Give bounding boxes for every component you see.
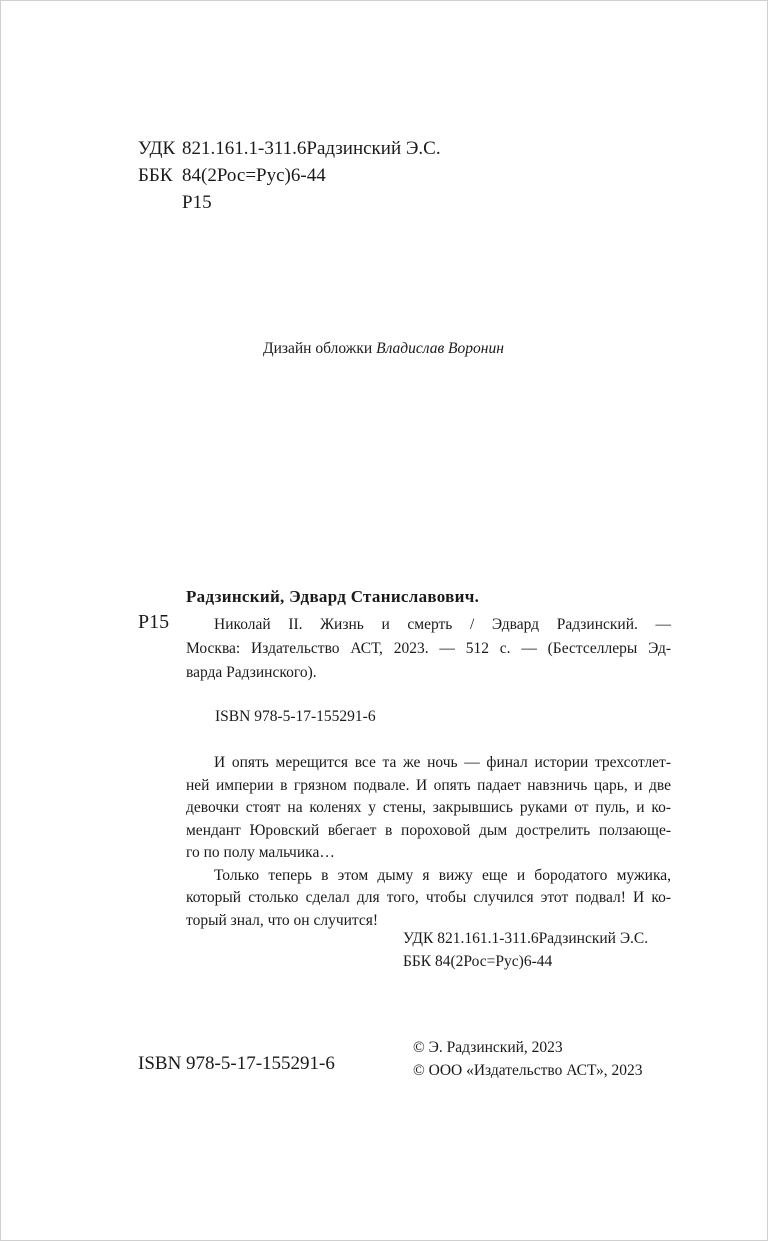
isbn-footer: ISBN 978-5-17-155291-6 [138,1053,335,1074]
bbk-line [138,162,441,189]
cutter-code: Р15 [182,192,212,213]
copyright-publisher: © ООО «Издательство АСТ», 2023 [413,1062,643,1079]
annotation-udk: УДК 821.161.1-311.6Радзинский Э.С. [403,930,649,947]
cover-design-prefix: Дизайн обложки [263,340,373,357]
annotation-bbk: ББК 84(2Рос=Рус)6-44 [403,953,553,970]
description-line-1: Николай II. Жизнь и смерть / Эдвард Радзинский. — [214,616,671,633]
annotation-codes [403,927,648,973]
annotation-line: го по полу мальчика… [186,844,335,861]
udk-value: 821.161.1-311.6Радзинский Э.С. [182,138,441,159]
udk-line [138,135,441,162]
bbk-value: 84(2Рос=Рус)6-44 [182,165,326,186]
cover-design-credit [263,340,504,358]
annotation-line: мендант Юровский вбегает в пороховой дым дострелить ползающе- [186,821,671,839]
bibliographic-description [186,613,671,685]
udk-label: УДК [138,138,176,159]
annotation-line: ней империи в грязном подвале. И опять падает навзничь царь, и две [186,776,671,794]
annotation [186,752,671,932]
annotation-line: И опять мерещится все та же ночь — финал истории трехсотлет- [214,754,671,771]
annotation-line: Только теперь в этом дыму я вижу еще и бородатого мужика, [214,866,671,884]
annotation-line: девочки стоят на коленях у стены, закрывшись руками от пуль, и ко- [186,799,671,816]
copyright-block [413,1036,643,1082]
annotation-line: торый знал, что он случится! [186,911,379,929]
isbn-record: ISBN 978-5-17-155291-6 [215,708,376,725]
description-line-3: варда Радзинского). [186,664,317,681]
annotation-line: который столько сделал для того, чтобы случился этот подвал! И ко- [186,889,671,906]
copyright-author: © Э. Радзинский, 2023 [413,1039,563,1056]
classification-block [138,135,441,216]
cutter-code-left: Р15 [138,611,170,633]
bbk-label: ББК [138,165,173,186]
description-line-2: Москва: Издательство АСТ, 2023. — 512 с. — (Бестселлеры Эд- [186,640,671,657]
cutter-line [138,189,441,216]
author-heading: Радзинский, Эдвард Станиславович. [186,587,480,606]
cover-designer-name: Владислав Воронин [376,340,504,357]
